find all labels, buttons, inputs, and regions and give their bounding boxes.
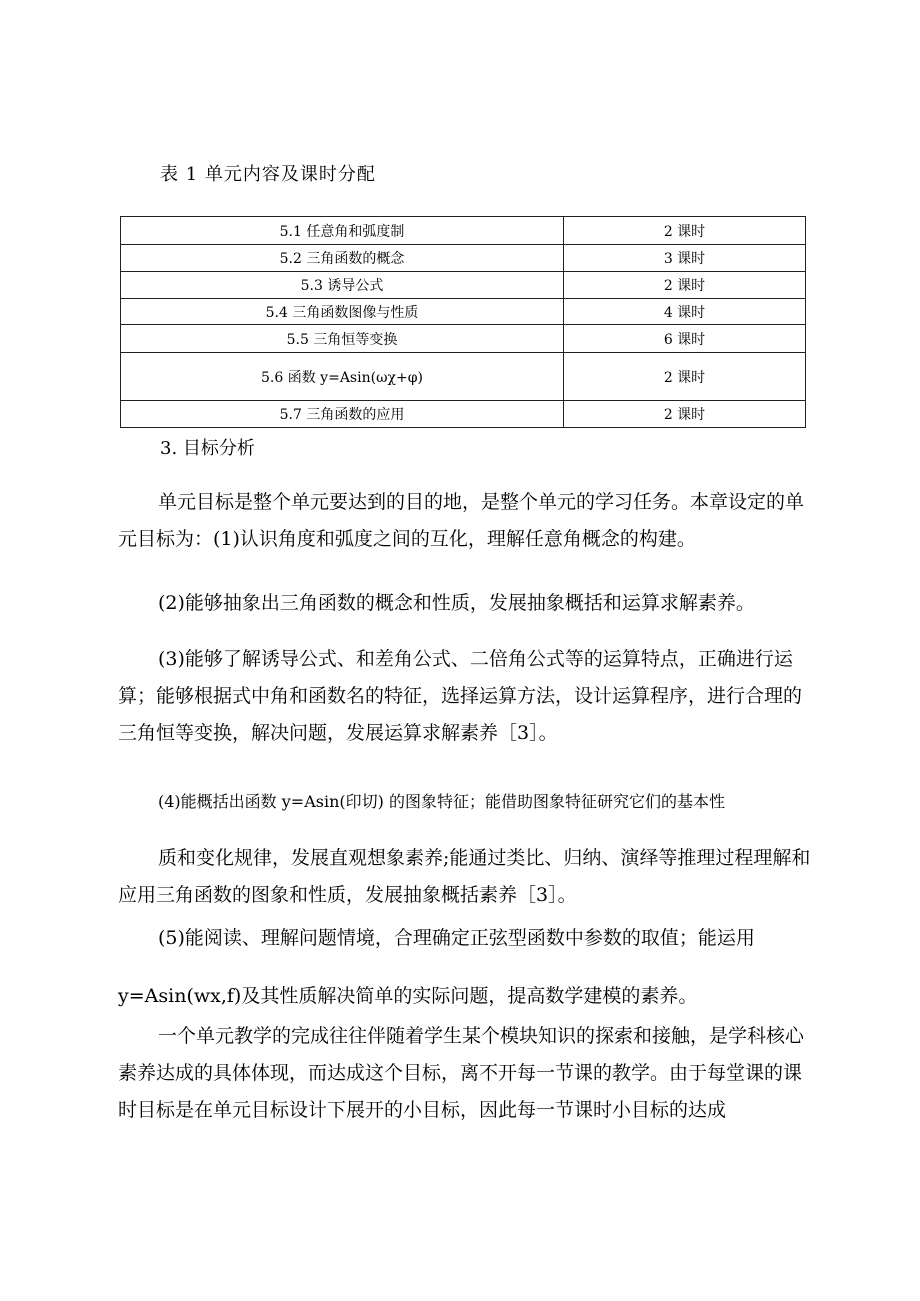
topic-cell: 5.5 三角恒等变换 bbox=[121, 325, 564, 353]
paragraph: (4)能概括出函数 y=Asin(印切) 的图象特征；能借助图象特征研究它们的基本性 bbox=[158, 792, 725, 811]
section-heading: 3. 目标分析 bbox=[160, 438, 255, 459]
hours-cell: 2 课时 bbox=[564, 401, 806, 428]
hours-cell: 6 课时 bbox=[564, 325, 806, 353]
topic-cell: 5.2 三角函数的概念 bbox=[121, 245, 564, 272]
paragraph: 单元目标是整个单元要达到的目的地，是整个单元的学习任务。本章设定的单元目标为：(1)认识角度和弧度之间的互化，理解任意角概念的构建。 bbox=[118, 491, 805, 550]
topic-cell: 5.4 三角函数图像与性质 bbox=[121, 299, 564, 325]
table-row bbox=[121, 245, 806, 272]
hours-cell: 3 课时 bbox=[564, 245, 806, 272]
table-caption: 表 1 单元内容及课时分配 bbox=[160, 164, 376, 185]
paragraph: (2)能够抽象出三角函数的概念和性质，发展抽象概括和运算求解素养。 bbox=[158, 592, 755, 614]
hours-cell: 2 课时 bbox=[564, 272, 806, 299]
paragraph: y=Asin(wx,f)及其性质解决简单的实际问题，提高数学建模的素养。 bbox=[118, 985, 698, 1007]
topic-cell: 5.6 函数 y=Asin(ωχ+φ) bbox=[121, 353, 564, 401]
hours-cell: 2 课时 bbox=[564, 217, 806, 245]
paragraph: (5)能阅读、理解问题情境，合理确定正弦型函数中参数的取值；能运用 bbox=[158, 927, 755, 949]
paragraph: (3)能够了解诱导公式、和差角公式、二倍角公式等的运算特点，正确进行运算；能够根据式中角和函数名的特征，选择运算方法，设计运算程序，进行合理的三角恒等变换，解决问题，发展运算求解素养［3］。 bbox=[118, 648, 803, 744]
hours-cell: 4 课时 bbox=[564, 299, 806, 325]
table-row bbox=[121, 217, 806, 245]
table-row bbox=[121, 299, 806, 325]
topic-cell: 5.3 诱导公式 bbox=[121, 272, 564, 299]
table-row bbox=[121, 325, 806, 353]
table-row bbox=[121, 401, 806, 428]
topic-cell: 5.1 任意角和弧度制 bbox=[121, 217, 564, 245]
table-row bbox=[121, 353, 806, 401]
hours-cell: 2 课时 bbox=[564, 353, 806, 401]
unit-content-table bbox=[120, 216, 806, 428]
topic-cell: 5.7 三角函数的应用 bbox=[121, 401, 564, 428]
paragraph: 质和变化规律，发展直观想象素养;能通过类比、归纳、演绎等推理过程理解和应用三角函数的图象和性质，发展抽象概括素养［3］。 bbox=[118, 847, 811, 906]
paragraph: 一个单元教学的完成往往伴随着学生某个模块知识的探索和接触，是学科核心素养达成的具体体现，而达成这个目标，离不开每一节课的教学。由于每堂课的课时目标是在单元目标设计下展开的小目标，因此每一节课时小目标的达成 bbox=[118, 1025, 805, 1121]
table-row bbox=[121, 272, 806, 299]
